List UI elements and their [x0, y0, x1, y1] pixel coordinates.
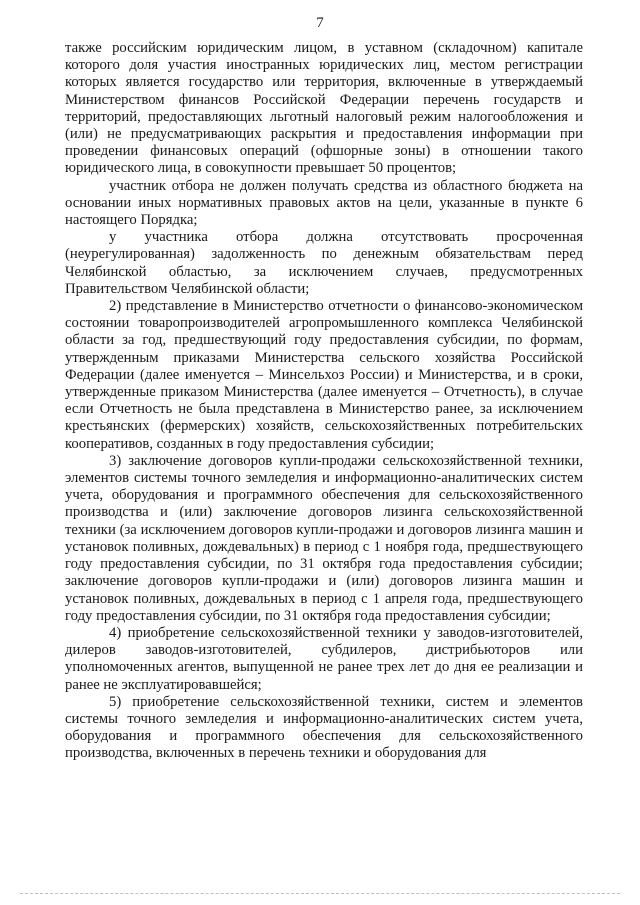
paragraph-budget-condition: участник отбора не должен получать средства из областного бюджета на основании иных нормативных правовых актов на цели, указанные в пункте 6 настоящего Порядка;: [65, 177, 583, 229]
paragraph-item-5: 5) приобретение сельскохозяйственной техники, систем и элементов системы точного земледелия и информационно-аналитических систем учета, оборудования и программного обеспечения для сельскохозяйственного производства, включенных в перечень техники и оборудования для: [65, 693, 583, 762]
paragraph-continuation: также российским юридическим лицом, в уставном (складочном) капитале которого доля участия иностранных юридических лиц, местом регистрации которых является государство или территория, включенные в утверждаемый Министерством финансов Российской Федерации перечень государств и территорий, предоставляющих льготный налоговый режим налогообложения и (или) не предусматривающих раскрытия и предоставления информации при проведении финансовых операций (офшорные зоны) в отношении такого юридического лица, в совокупности превышает 50 процентов;: [65, 40, 583, 177]
scan-edge-divider: [20, 893, 620, 894]
paragraph-item-2: 2) представление в Министерство отчетности о финансово-экономическом состоянии товаропроизводителей агропромышленного комплекса Челябинской области за год, предшествующий году предоставления субсидии, по формам, утвержденным приказами Министерства сельского хозяйства Российской Федерации (далее именуется – Минсельхоз России) и Министерства, и в сроки, утвержденные приказом Министерства (далее именуется – Отчетность), в случае если Отчетность не была представлена в Министерство ранее, за исключением крестьянских (фермерских) хозяйств, сельскохозяйственных потребительских кооперативов, созданных в году предоставления субсидии;: [65, 298, 583, 452]
document-body: [65, 40, 583, 763]
paragraph-item-4: 4) приобретение сельскохозяйственной техники у заводов-изготовителей, дилеров заводов-изготовителей, субдилеров, дистрибьюторов или уполномоченных агентов, выпущенной не ранее трех лет до дня ее реализации и ранее не эксплуатировавшейся;: [65, 624, 583, 693]
page-number: 7: [316, 15, 324, 31]
paragraph-debt-condition: у участника отбора должна отсутствовать просроченная (неурегулированная) задолженность по денежным обязательствам перед Челябинской областью, за исключением случаев, предусмотренных Правительством Челябинской области;: [65, 229, 583, 297]
paragraph-item-3: 3) заключение договоров купли-продажи сельскохозяйственной техники, элементов системы точного земледелия и информационно-аналитических систем учета, оборудования и программного обеспечения для сельскохозяйственного производства и (или) заключение договоров лизинга сельскохозяйственной техники (за исключением договоров купли-продажи и договоров лизинга машин и установок поливных, дождевальных) в период с 1 ноября года, предшествующего году предоставления субсидии, по 31 октября года предоставления субсидии; заключение договоров купли-продажи и (или) договоров лизинга машин и установок поливных, дождевальных в период с 1 апреля года, предшествующего году предоставления субсидии, по 31 октября года предоставления субсидии;: [65, 452, 583, 624]
